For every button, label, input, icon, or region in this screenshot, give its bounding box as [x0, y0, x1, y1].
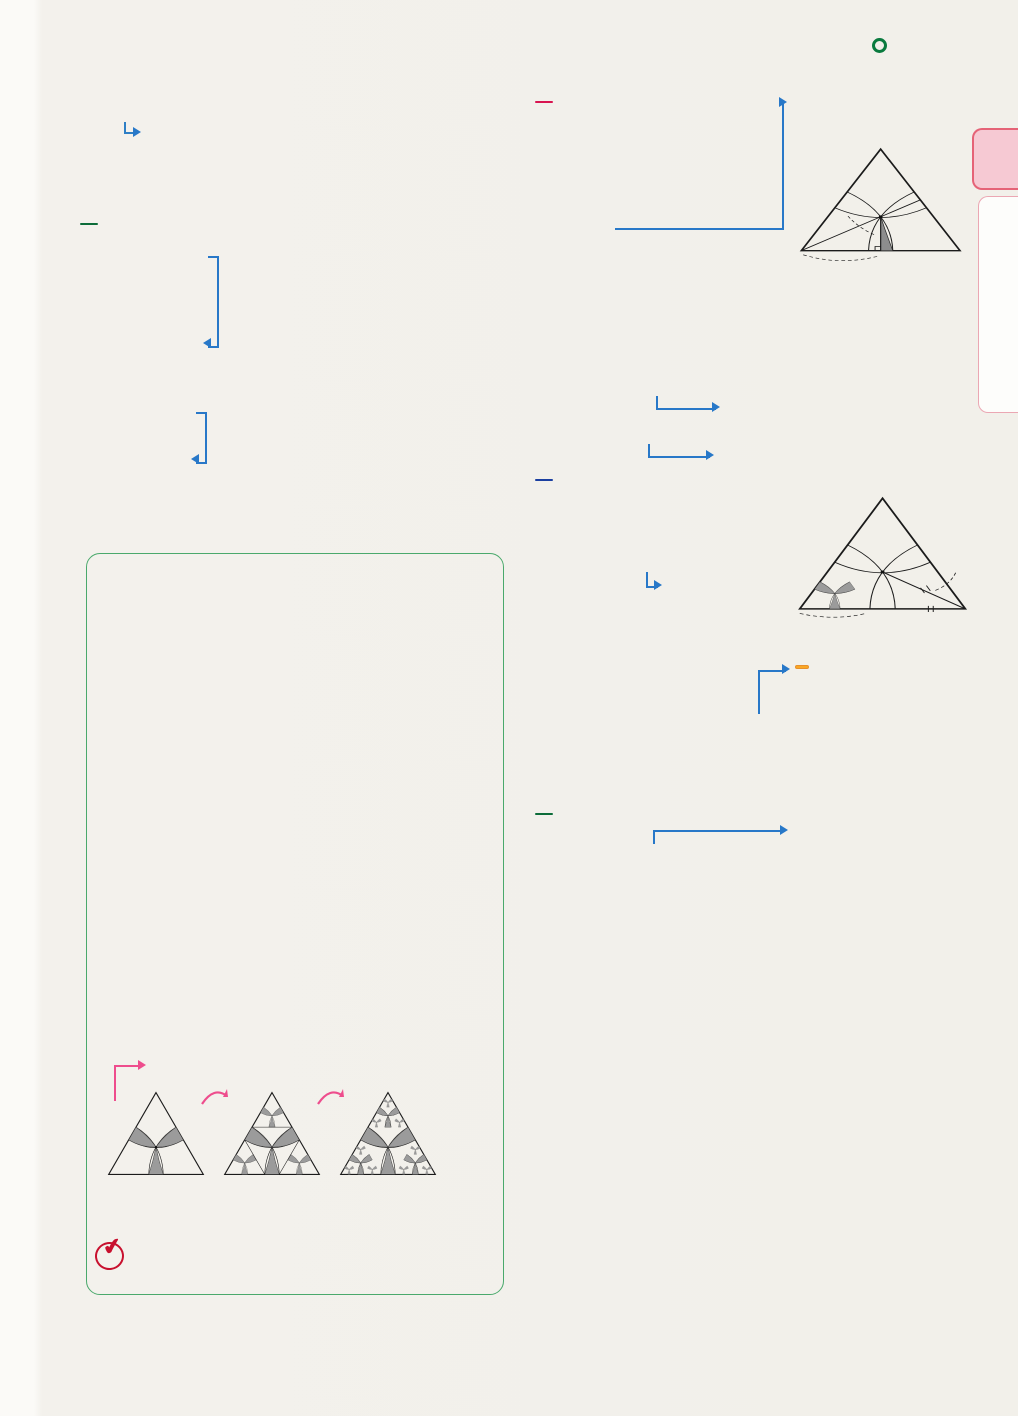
bracket-connector-1	[208, 256, 219, 348]
header-reference	[872, 38, 893, 56]
arrow-right-icon	[706, 450, 719, 460]
right-step3-row	[535, 802, 563, 820]
pink-curve-arrow-icon	[199, 1084, 233, 1108]
step3-badge	[535, 813, 553, 815]
pink-elbow-top	[114, 1065, 140, 1067]
pink-curve-arrow-icon	[315, 1084, 349, 1108]
arrow-right-icon	[780, 825, 793, 835]
arrow-right-icon	[654, 580, 667, 590]
caution-connector	[758, 670, 786, 714]
figure-R3	[335, 1082, 441, 1185]
arrow-right-icon	[782, 664, 795, 674]
diagram-step1	[792, 136, 974, 270]
step3-badge	[80, 223, 98, 225]
callout-connector	[615, 102, 784, 230]
arrow-left-icon	[198, 338, 211, 348]
answer-check-mark: ✔	[100, 1232, 124, 1261]
caution-box	[795, 656, 809, 674]
target-ring-icon	[872, 38, 887, 53]
step2-row	[535, 468, 563, 486]
figure-R1	[103, 1082, 209, 1185]
step2-badge	[535, 479, 553, 481]
caution-badge	[795, 665, 809, 669]
arrow-right-icon	[779, 97, 792, 107]
pink-arrow-icon	[138, 1060, 151, 1070]
six-note-connector	[648, 444, 710, 458]
formula-note-connector	[653, 830, 785, 844]
sector-note-connector	[656, 396, 716, 410]
problem-box	[86, 553, 504, 1295]
arrow-right-icon	[133, 127, 146, 137]
figure-R2	[219, 1082, 325, 1185]
arrow-right-icon	[712, 402, 725, 412]
step1-row	[535, 90, 563, 108]
choice-1	[101, 1216, 107, 1236]
footer	[700, 1345, 940, 1384]
arrow-left-icon	[186, 454, 199, 464]
side-tab-chapter	[978, 196, 1018, 413]
choice-2	[301, 1216, 307, 1236]
step1-badge	[535, 101, 553, 103]
side-tab-unit	[972, 128, 1018, 190]
choice-4	[301, 1246, 307, 1266]
left-step3-row	[80, 212, 108, 230]
choice-5	[101, 1274, 107, 1294]
choice-3	[100, 1232, 124, 1266]
diagram-step2	[790, 484, 980, 630]
